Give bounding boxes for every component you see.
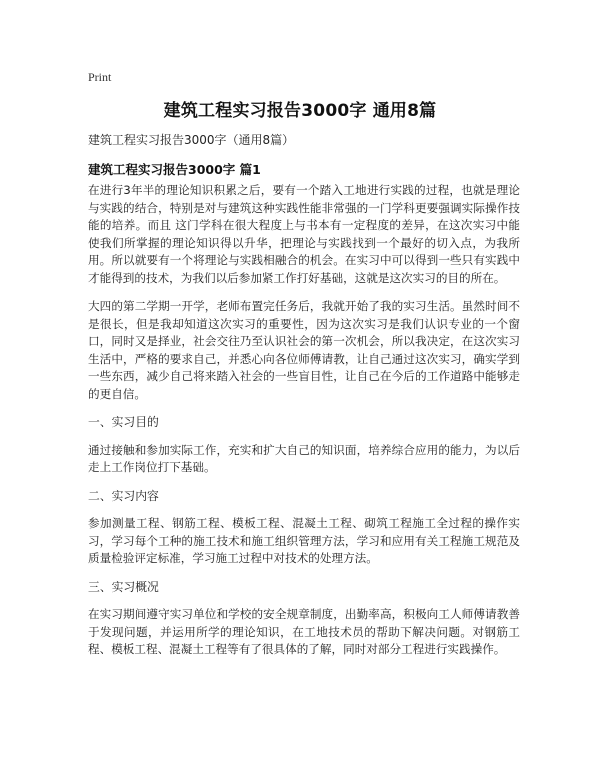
document-title: 建筑工程实习报告3000字 通用8篇 <box>163 101 437 121</box>
document-body <box>88 182 520 670</box>
heading-overview: 三、实习概况 <box>88 579 159 594</box>
paragraph-purpose: 通过接触和参加实际工作，充实和扩大自己的知识面，培养综合应用的能力，为以后走上工作岗位打下基础。 <box>88 442 520 474</box>
section-heading: 建筑工程实习报告3000字 篇1 <box>88 162 261 177</box>
paragraph-overview: 在实习期间遵守实习单位和学校的安全规章制度，出勤率高，积极向工人师傅请教善于发现问题，并运用所学的理论知识，在工地技术员的帮助下解决问题。对钢筋工程、模板工程、混凝土工程等有了很具体的了解，同时对部分工程进行实践操作。 <box>88 607 520 656</box>
paragraph-intro: 在进行3年半的理论知识积累之后，要有一个踏入工地进行实践的过程，也就是理论与实践的结合，特别是对与建筑这种实践性能非常强的一门学科更要强调实际操作技能的培养。而且 这门学科在很大程度上与书本有一定程度的差异，在这次实习中能使我们所掌握的理论知识得以升华，把理论与实践找到一个最好的切入点，为我所用。所以就要有一个将理论与实践相融合的机会。在实习中可以得到一些只有实践中才能得到的技术，为我们以后参加紧工作打好基础，这就是这次实习的目的所在。 <box>88 183 520 285</box>
paragraph-background: 大四的第二学期一开学，老师布置完任务后，我就开始了我的实习生活。虽然时间不是很长，但是我却知道这次实习的重要性，因为这次实习是我们认识专业的一个窗口，同时又是择业，社会交往乃至认识社会的第一次机会，所以我决定，在这次实习生活中，严格的要求自己，并悉心向各位师傅请教，让自己通过这次实习，确实学到一些东西，减少自己将来踏入社会的一些盲目性，让自己在今后的工作道路中能够走的更自信。 <box>88 299 520 401</box>
print-label[interactable]: Print <box>88 70 112 84</box>
paragraph-content: 参加测量工程、钢筋工程、模板工程、混凝土工程、砌筑工程施工全过程的操作实习，学习每个工种的施工技术和施工组织管理方法，学习和应用有关工程施工规范及质量检验评定标准，学习施工过程中对技术的处理方法。 <box>88 516 520 565</box>
heading-content: 二、实习内容 <box>88 488 159 503</box>
document-subtitle: 建筑工程实习报告3000字（通用8篇） <box>88 133 295 147</box>
heading-purpose: 一、实习目的 <box>88 415 159 429</box>
